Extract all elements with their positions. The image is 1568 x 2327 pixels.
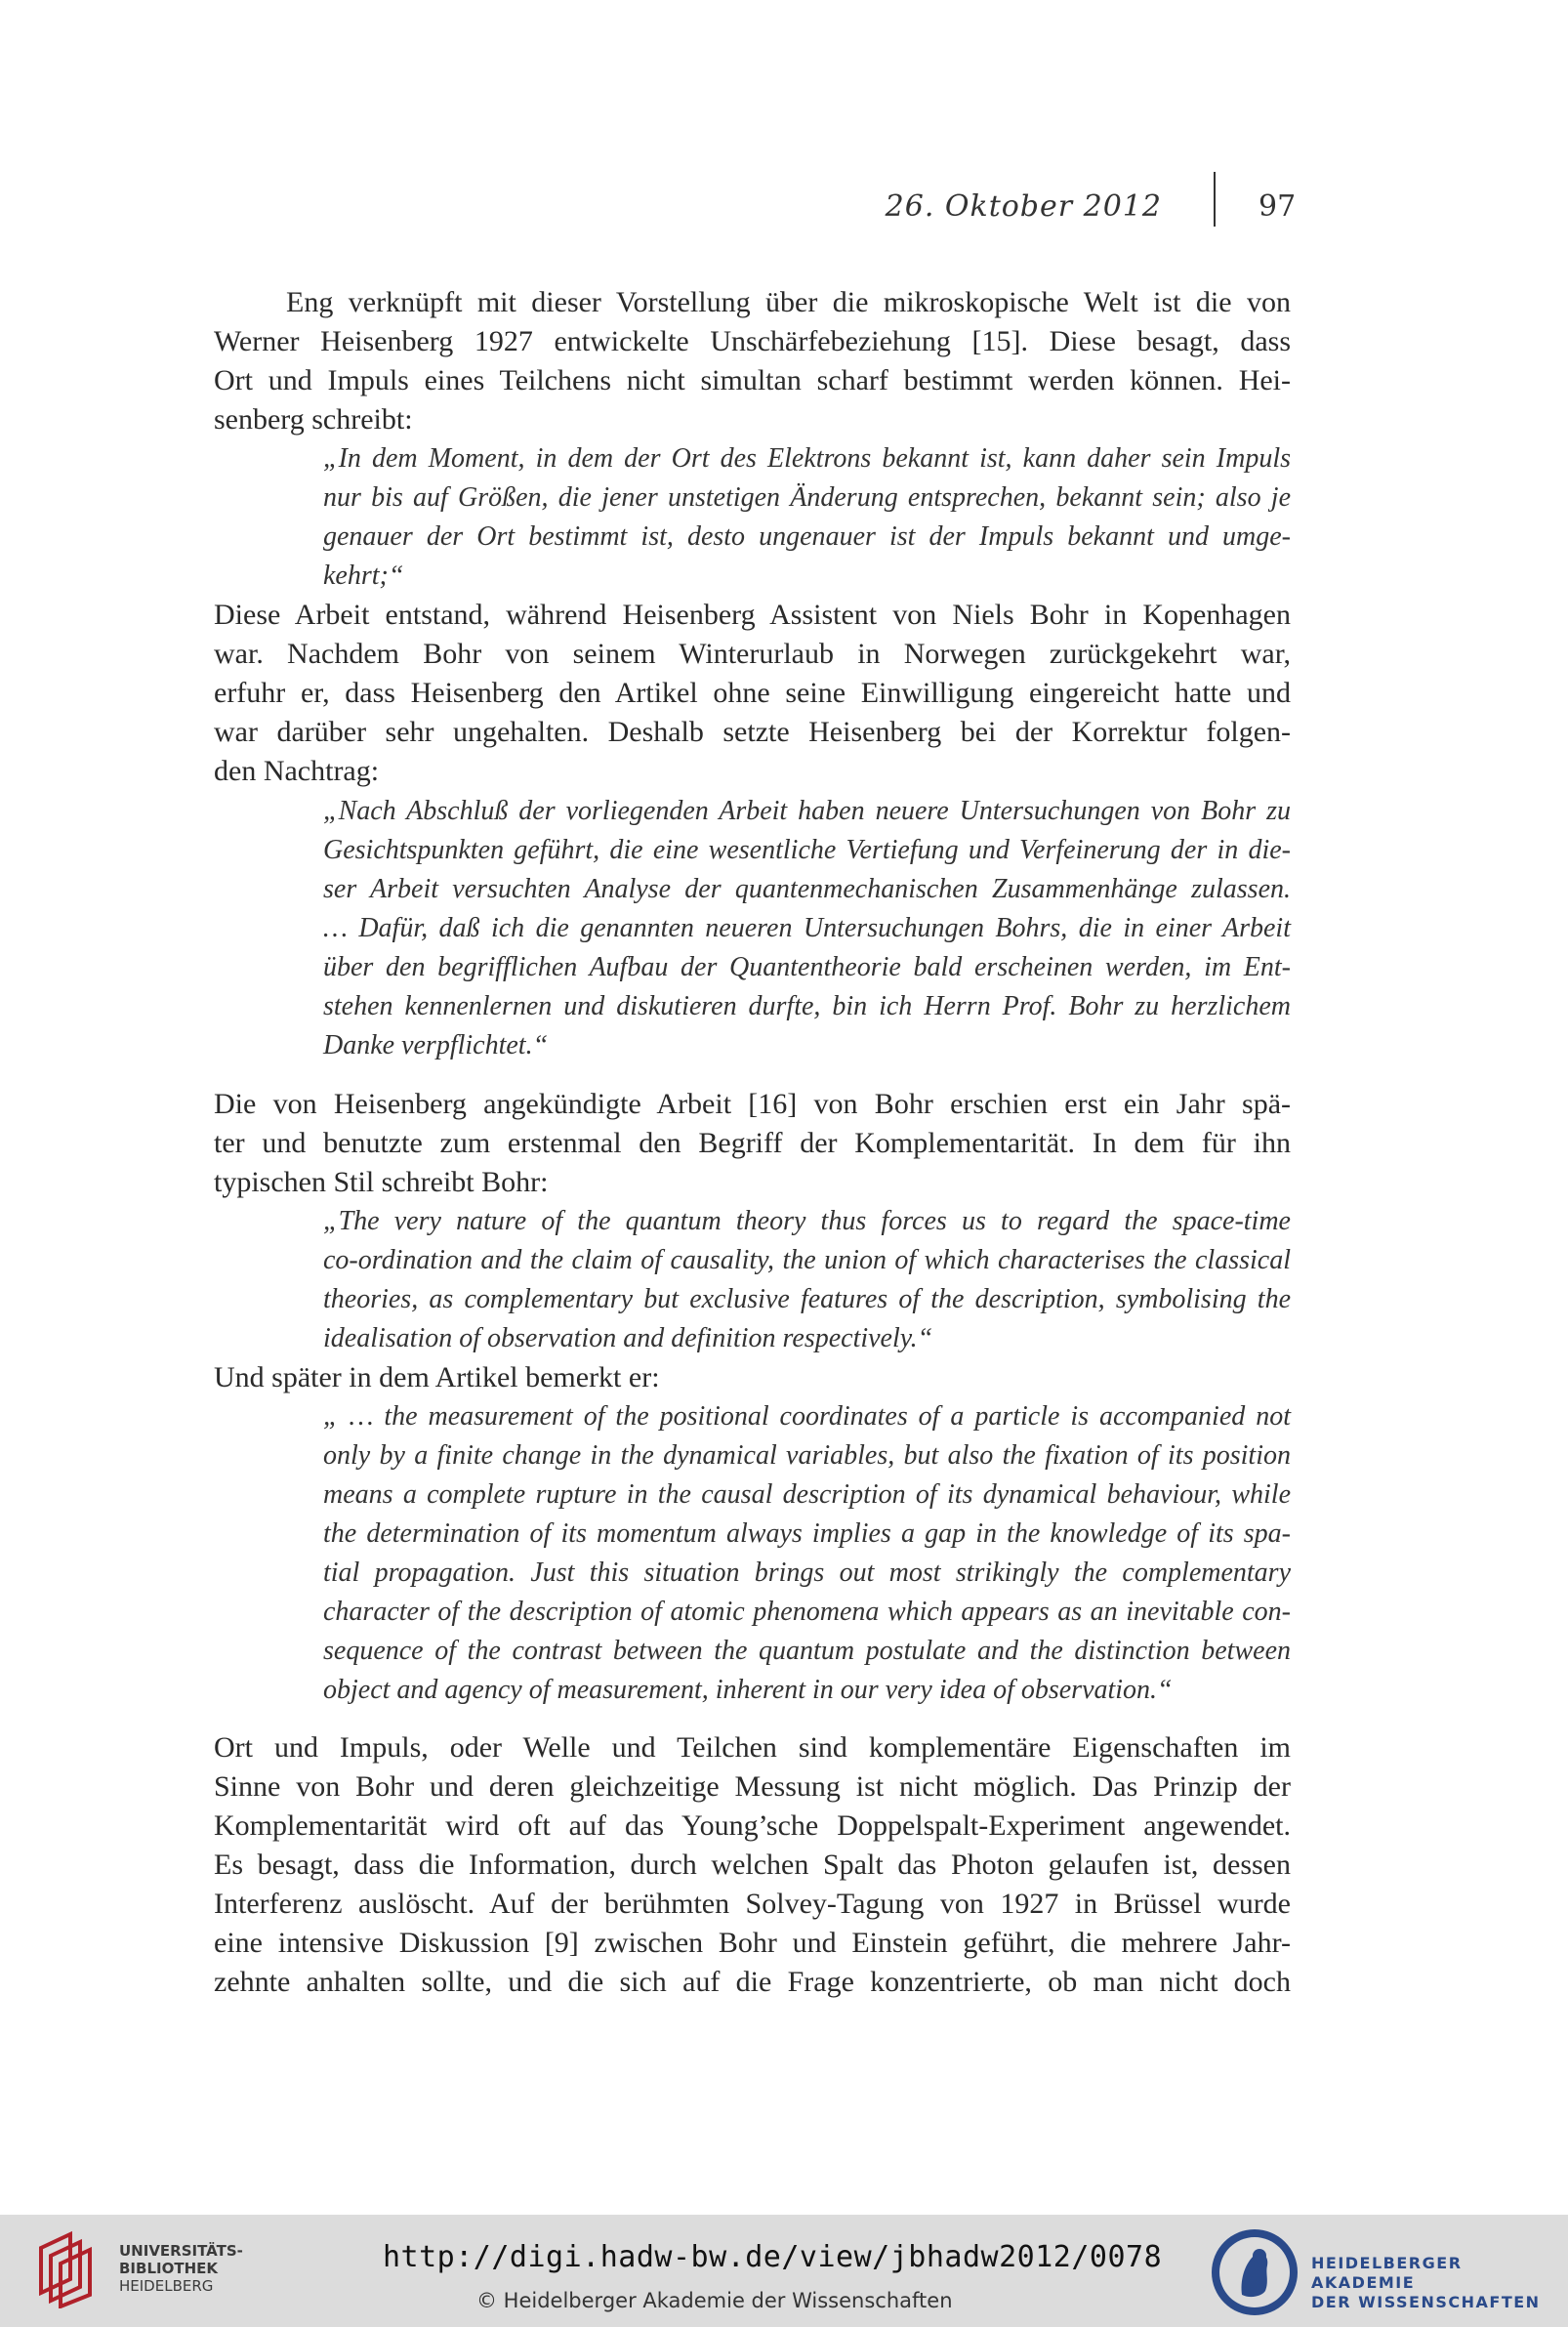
text-line: zehnte anhalten sollte, und die sich auf die Frage konzentrierte, ob man nicht doch [214, 1966, 1291, 1998]
quote-2 [323, 792, 1291, 1065]
text-line: den Nachtrag: [214, 755, 380, 787]
quote-line: „ … the measurement of the positional coordinates of a particle is accompanied not [323, 1401, 1291, 1432]
academy-seal-icon [1209, 2226, 1300, 2318]
quote-line: Danke verpflichtet.“ [323, 1030, 549, 1060]
text-line: Diese Arbeit entstand, während Heisenberg Assistent von Niels Bohr in Kopenhagen [214, 599, 1291, 631]
text-line: typischen Stil schreibt Bohr: [214, 1166, 549, 1198]
quote-line: stehen kennenlernen und diskutieren durfte, bin ich Herrn Prof. Bohr zu herzlichem [323, 991, 1291, 1021]
text-line: Werner Heisenberg 1927 entwickelte Unschärfebeziehung [15]. Diese besagt, dass [214, 325, 1291, 357]
quote-4 [323, 1397, 1291, 1710]
text-line: Eng verknüpft mit dieser Vorstellung über die mikroskopische Welt ist die von [286, 286, 1291, 318]
text-line: Es besagt, dass die Information, durch welchen Spalt das Photon gelaufen ist, dessen [214, 1849, 1291, 1881]
text-line: Interferenz auslöscht. Auf der berühmten Solvey-Tagung von 1927 in Brüssel wurde [214, 1888, 1291, 1920]
source-url-link[interactable]: http://digi.hadw-bw.de/view/jbhadw2012/0078 [383, 2240, 1163, 2274]
quote-line: genauer der Ort bestimmt ist, desto ungenauer ist der Impuls bekannt und umge- [323, 521, 1291, 552]
text-line: Ort und Impuls, oder Welle und Teilchen sind komplementäre Eigenschaften im [214, 1731, 1291, 1764]
academy-name: HEIDELBERGER AKADEMIE DER WISSENSCHAFTEN [1311, 2254, 1541, 2311]
quote-line: co-ordination and the claim of causality, the union of which characterises the classical [323, 1245, 1291, 1275]
quote-line: … Dafür, daß ich die genannten neueren Untersuchungen Bohrs, die in einer Arbeit [323, 913, 1291, 943]
text-line: Komplementarität wird oft auf das Young’sche Doppelspalt-Experiment angewendet. [214, 1809, 1291, 1842]
quote-line: kehrt;“ [323, 561, 404, 591]
header-divider [1214, 172, 1216, 227]
text-line: Ort und Impuls eines Teilchens nicht simultan scharf bestimmt werden können. Hei- [214, 364, 1291, 396]
quote-3 [323, 1202, 1291, 1358]
text-line: eine intensive Diskussion [9] zwischen Bohr und Einstein geführt, die mehrere Jahr- [214, 1927, 1291, 1959]
header-date: 26. Oktober 2012 [885, 189, 1162, 224]
text-line: erfuhr er, dass Heisenberg den Artikel ohne seine Einwilligung eingereicht hatte und [214, 677, 1291, 709]
paragraph-4 [214, 1358, 1291, 1397]
quote-line: object and agency of measurement, inherent in our very idea of observation.“ [323, 1675, 1173, 1705]
quote-line: character of the description of atomic phenomena which appears as an inevitable con- [323, 1597, 1291, 1627]
library-name: UNIVERSITÄTS- BIBLIOTHEK HEIDELBERG [119, 2242, 243, 2295]
page-header [0, 186, 1568, 234]
quote-line: only by a finite change in the dynamical variables, but also the fixation of its position [323, 1440, 1291, 1471]
text-line: war. Nachdem Bohr von seinem Winterurlaub in Norwegen zurückgekehrt war, [214, 638, 1291, 670]
quote-1 [323, 439, 1291, 596]
paragraph-1 [214, 283, 1291, 439]
quote-line: „Nach Abschluß der vorliegenden Arbeit haben neuere Untersuchungen von Bohr zu [323, 796, 1291, 826]
quote-line: nur bis auf Größen, die jener unstetigen Änderung entsprechen, bekannt sein; also je [323, 482, 1291, 513]
university-library-logo-icon [27, 2228, 103, 2308]
text-line: war darüber sehr ungehalten. Deshalb setzte Heisenberg bei der Korrektur folgen- [214, 716, 1291, 748]
text-line: Sinne von Bohr und deren gleichzeitige Messung ist nicht möglich. Das Prinzip der [214, 1770, 1291, 1803]
quote-line: über den begrifflichen Aufbau der Quantentheorie bald erscheinen werden, im Ent- [323, 952, 1291, 982]
paragraph-3 [214, 1085, 1291, 1202]
text-line: ter und benutzte zum erstenmal den Begriff der Komplementarität. In dem für ihn [214, 1127, 1291, 1159]
quote-line: „In dem Moment, in dem der Ort des Elektrons bekannt ist, kann daher sein Impuls [323, 443, 1291, 474]
text-line: Und später in dem Artikel bemerkt er: [214, 1361, 660, 1393]
quote-line: idealisation of observation and definition respectively.“ [323, 1323, 933, 1353]
text-line: senberg schreibt: [214, 403, 413, 436]
quote-line: theories, as complementary but exclusive features of the description, symbolising the [323, 1284, 1291, 1314]
text-line: Die von Heisenberg angekündigte Arbeit [16] von Bohr erschien erst ein Jahr spä- [214, 1088, 1291, 1120]
quote-line: „The very nature of the quantum theory thus forces us to regard the space-time [323, 1206, 1291, 1236]
paragraph-2 [214, 596, 1291, 791]
footer-bar [0, 2215, 1568, 2327]
quote-line: means a complete rupture in the causal description of its dynamical behaviour, while [323, 1479, 1291, 1510]
quote-line: sequence of the contrast between the quantum postulate and the distinction between [323, 1636, 1291, 1666]
page-number: 97 [1259, 189, 1297, 224]
copyright-text: © Heidelberger Akademie der Wissenschaften [476, 2289, 953, 2312]
quote-line: tial propagation. Just this situation brings out most strikingly the complementary [323, 1558, 1291, 1588]
quote-line: the determination of its momentum always implies a gap in the knowledge of its spa- [323, 1518, 1291, 1549]
paragraph-5 [214, 1728, 1291, 2002]
quote-line: ser Arbeit versuchten Analyse der quantenmechanischen Zusammenhänge zulassen. [323, 874, 1291, 904]
quote-line: Gesichtspunkten geführt, die eine wesentliche Vertiefung und Verfeinerung der in die- [323, 835, 1291, 865]
